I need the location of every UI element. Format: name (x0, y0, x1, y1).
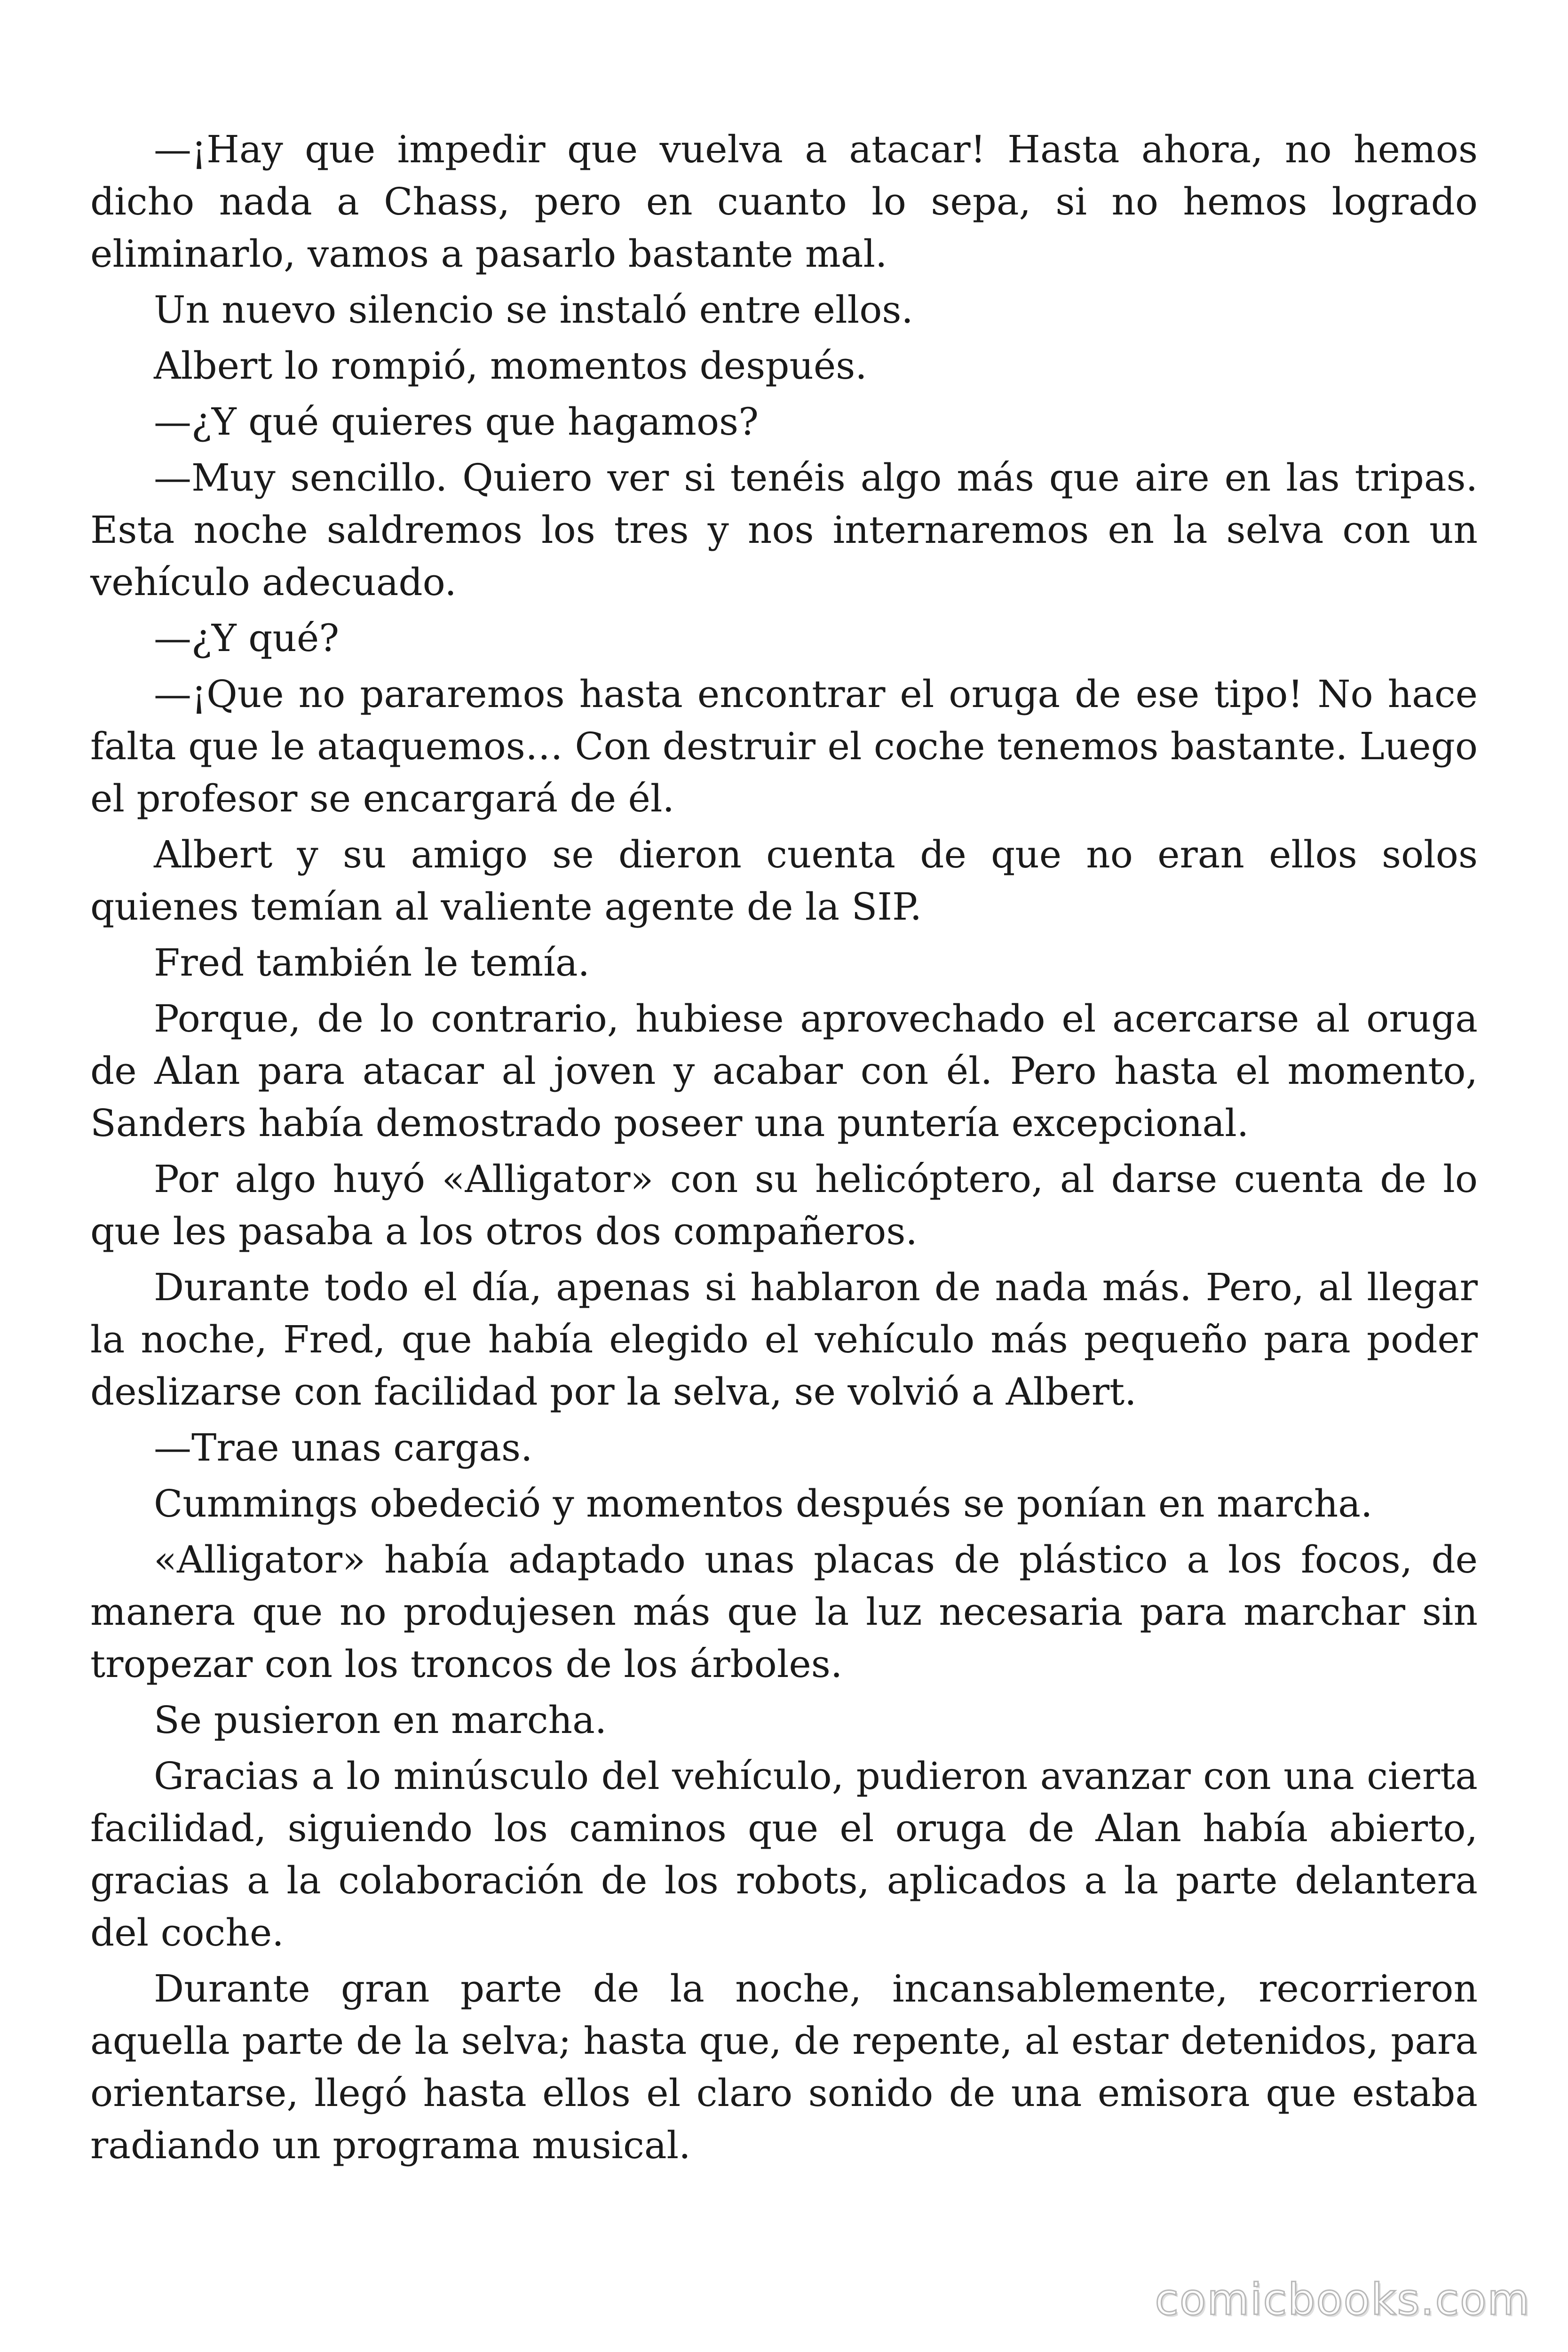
paragraph-4: —¿Y qué quieres que hagamos? (154, 400, 759, 444)
paragraph-6: —¿Y qué? (154, 616, 340, 660)
paragraph-15: «Alligator» había adaptado unas placas de plástico a los focos, de manera que no produjesen más que la luz necesaria para marchar sin tropezar con los troncos de los árboles. (90, 1538, 1478, 1686)
body-text (90, 123, 1478, 2175)
paragraph-5: —Muy sencillo. Quiero ver si tenéis algo más que aire en las tripas. Esta noche saldremos los tres y nos internaremos en la selva con un vehículo adecuado. (90, 456, 1478, 604)
paragraph-12: Durante todo el día, apenas si hablaron de nada más. Pero, al llegar la noche, Fred, que había elegido el vehículo más pequeño para poder deslizarse con facilidad por la selva, se volvió a Albert. (90, 1265, 1478, 1414)
paragraph-3: Albert lo rompió, momentos después. (154, 344, 867, 388)
watermark: comicbooks.com (1155, 2274, 1530, 2325)
paragraph-7: —¡Que no pararemos hasta encontrar el oruga de ese tipo! No hace falta que le ataquemos… Con destruir el coche tenemos bastante. Luego el profesor se encargará de él. (90, 672, 1478, 820)
paragraph-16: Se pusieron en marcha. (154, 1698, 607, 1742)
paragraph-18: Durante gran parte de la noche, incansablemente, recorrieron aquella parte de la selva; hasta que, de repente, al estar detenidos, para orientarse, llegó hasta ellos el claro sonido de una emisora que estaba radiando un programa musical. (90, 1967, 1478, 2167)
paragraph-9: Fred también le temía. (154, 941, 590, 985)
paragraph-2: Un nuevo silencio se instaló entre ellos. (154, 288, 913, 332)
paragraph-14: Cummings obedeció y momentos después se ponían en marcha. (154, 1482, 1373, 1526)
paragraph-17: Gracias a lo minúsculo del vehículo, pudieron avanzar con una cierta facilidad, siguiendo los caminos que el oruga de Alan había abierto, gracias a la colaboración de los robots, aplicados a la parte delantera del coche. (90, 1754, 1478, 1955)
paragraph-11: Por algo huyó «Alligator» con su helicóptero, al darse cuenta de lo que les pasaba a los otros dos compañeros. (90, 1157, 1478, 1253)
paragraph-10: Porque, de lo contrario, hubiese aprovechado el acercarse al oruga de Alan para atacar al joven y acabar con él. Pero hasta el momento, Sanders había demostrado poseer una puntería excepcional. (90, 997, 1478, 1145)
paragraph-13: —Trae unas cargas. (154, 1426, 533, 1470)
paragraph-8: Albert y su amigo se dieron cuenta de que no eran ellos solos quienes temían al valiente agente de la SIP. (90, 833, 1478, 929)
paragraph-1: —¡Hay que impedir que vuelva a atacar! Hasta ahora, no hemos dicho nada a Chass, pero en cuanto lo sepa, si no hemos logrado eliminarlo, vamos a pasarlo bastante mal. (90, 127, 1478, 276)
